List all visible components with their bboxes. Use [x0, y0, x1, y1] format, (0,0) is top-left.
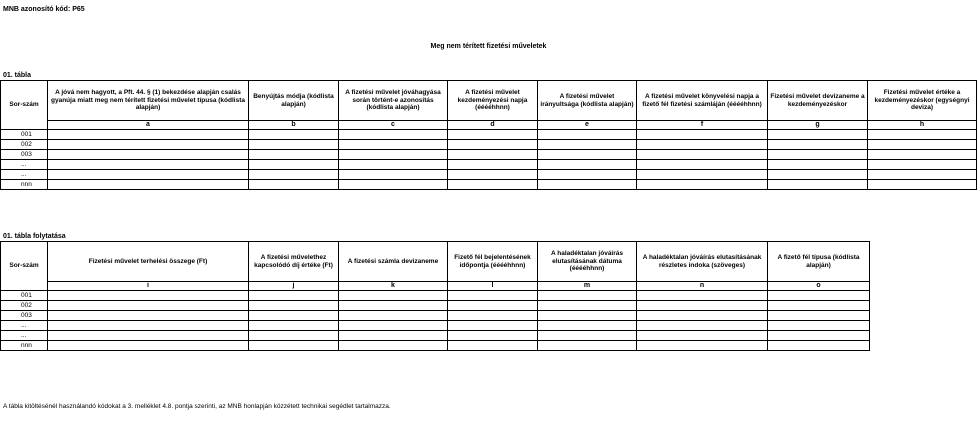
data-cell[interactable]	[249, 180, 339, 190]
data-cell[interactable]	[448, 130, 538, 140]
table1-label: 01. tábla	[3, 72, 32, 79]
data-cell[interactable]	[637, 150, 768, 160]
table-row	[1, 321, 870, 331]
column-letter: o	[768, 282, 870, 291]
data-cell[interactable]	[448, 311, 538, 321]
column-header: Fizető fél bejelentésének időpontja (ééééhhnn)	[448, 242, 538, 282]
table-row	[1, 160, 977, 170]
data-cell[interactable]	[48, 341, 249, 351]
table2	[0, 241, 870, 351]
column-letter: g	[768, 121, 868, 130]
row-number: ...	[1, 331, 48, 341]
row-number: 001	[1, 291, 48, 301]
data-cell[interactable]	[48, 321, 249, 331]
data-cell[interactable]	[768, 130, 868, 140]
data-cell[interactable]	[637, 301, 768, 311]
data-cell[interactable]	[339, 321, 448, 331]
data-cell[interactable]	[448, 331, 538, 341]
data-cell[interactable]	[768, 341, 870, 351]
row-number: 001	[1, 130, 48, 140]
page-title: Meg nem térített fizetési műveletek	[430, 43, 547, 50]
data-cell[interactable]	[249, 331, 339, 341]
rowhead-sorszam: Sor-szám	[1, 242, 48, 291]
data-cell[interactable]	[637, 140, 768, 150]
data-cell[interactable]	[249, 341, 339, 351]
column-header: A fizetési művelet jóváhagyása során történt-e azonosítás (kódlista alapján)	[339, 81, 448, 121]
data-cell[interactable]	[868, 180, 977, 190]
table-row	[1, 180, 977, 190]
row-number: ...	[1, 160, 48, 170]
data-cell[interactable]	[637, 341, 768, 351]
data-cell[interactable]	[538, 291, 637, 301]
footnote: A tábla kitöltésénél használandó kódokat a 3. melléklet 4.8. pontja szerinti, az MNB honlapján közzétett technikai segédlet tartalmazza.	[3, 403, 391, 410]
column-letter: j	[249, 282, 339, 291]
data-cell[interactable]	[448, 341, 538, 351]
data-cell[interactable]	[637, 331, 768, 341]
data-cell[interactable]	[768, 331, 870, 341]
table-row	[1, 170, 977, 180]
table-row	[1, 150, 977, 160]
data-cell[interactable]	[768, 301, 870, 311]
data-cell[interactable]	[538, 321, 637, 331]
table-row	[1, 291, 870, 301]
column-header: A fizetési művelet könyvelési napja a fizető fél fizetési számláján (ééééhhnn)	[637, 81, 768, 121]
column-letter: f	[637, 121, 768, 130]
data-cell[interactable]	[448, 170, 538, 180]
column-header: A fizetési művelet irányultsága (kódlista alapján)	[538, 81, 637, 121]
mnb-code: MNB azonosító kód: P65	[3, 6, 85, 13]
data-cell[interactable]	[339, 150, 448, 160]
table-row	[1, 140, 977, 150]
data-cell[interactable]	[637, 130, 768, 140]
column-header: A fizetési művelethez kapcsolódó díj értéke (Ft)	[249, 242, 339, 282]
column-letter: e	[538, 121, 637, 130]
table-row	[1, 130, 977, 140]
data-cell[interactable]	[48, 180, 249, 190]
data-cell[interactable]	[48, 301, 249, 311]
column-letter: n	[637, 282, 768, 291]
column-letter: a	[48, 121, 249, 130]
column-header: Fizetési művelet devizaneme a kezdeményezéskor	[768, 81, 868, 121]
rowhead-sorszam: Sor-szám	[1, 81, 48, 130]
data-cell[interactable]	[768, 140, 868, 150]
table-row	[1, 341, 870, 351]
data-cell[interactable]	[249, 311, 339, 321]
column-header: A haladéktalan jóváírás elutasításának dátuma (ééééhhnn)	[538, 242, 637, 282]
data-cell[interactable]	[339, 311, 448, 321]
column-header: A fizetési művelet kezdeményezési napja (ééééhhnn)	[448, 81, 538, 121]
data-cell[interactable]	[448, 301, 538, 311]
data-cell[interactable]	[448, 150, 538, 160]
column-letter: l	[448, 282, 538, 291]
data-cell[interactable]	[339, 180, 448, 190]
data-cell[interactable]	[249, 130, 339, 140]
data-cell[interactable]	[538, 150, 637, 160]
row-number: ...	[1, 321, 48, 331]
table2-label: 01. tábla folytatása	[3, 233, 66, 240]
data-cell[interactable]	[249, 140, 339, 150]
row-number: 003	[1, 311, 48, 321]
data-cell[interactable]	[48, 140, 249, 150]
data-cell[interactable]	[868, 150, 977, 160]
table1	[0, 80, 977, 190]
column-header: A jóvá nem hagyott, a Pft. 44. § (1) bekezdése alapján csalás gyanúja miatt meg nem térített fizetési művelet típusa (kódlista alapján)	[48, 81, 249, 121]
data-cell[interactable]	[249, 150, 339, 160]
row-number: 003	[1, 150, 48, 160]
column-header: Fizetési művelet értéke a kezdeményezéskor (egységnyi deviza)	[868, 81, 977, 121]
data-cell[interactable]	[538, 130, 637, 140]
data-cell[interactable]	[339, 341, 448, 351]
table-row	[1, 331, 870, 341]
data-cell[interactable]	[339, 130, 448, 140]
table-row	[1, 311, 870, 321]
data-cell[interactable]	[538, 160, 637, 170]
data-cell[interactable]	[768, 180, 868, 190]
row-number: nnn	[1, 341, 48, 351]
data-cell[interactable]	[249, 291, 339, 301]
data-cell[interactable]	[637, 170, 768, 180]
column-letter: k	[339, 282, 448, 291]
data-cell[interactable]	[868, 170, 977, 180]
data-cell[interactable]	[637, 311, 768, 321]
table-row	[1, 301, 870, 311]
data-cell[interactable]	[538, 311, 637, 321]
column-header: A haladéktalan jóváírás elutasításának részletes indoka (szöveges)	[637, 242, 768, 282]
data-cell[interactable]	[48, 150, 249, 160]
data-cell[interactable]	[48, 311, 249, 321]
column-letter: d	[448, 121, 538, 130]
row-number: 002	[1, 140, 48, 150]
data-cell[interactable]	[249, 160, 339, 170]
data-cell[interactable]	[448, 140, 538, 150]
data-cell[interactable]	[538, 331, 637, 341]
data-cell[interactable]	[48, 160, 249, 170]
column-letter: h	[868, 121, 977, 130]
data-cell[interactable]	[339, 331, 448, 341]
data-cell[interactable]	[768, 160, 868, 170]
column-header: A fizető fél típusa (kódlista alapján)	[768, 242, 870, 282]
data-cell[interactable]	[538, 341, 637, 351]
data-cell[interactable]	[538, 301, 637, 311]
column-letter: i	[48, 282, 249, 291]
data-cell[interactable]	[48, 170, 249, 180]
row-number: ...	[1, 170, 48, 180]
column-letter: b	[249, 121, 339, 130]
data-cell[interactable]	[448, 291, 538, 301]
data-cell[interactable]	[249, 301, 339, 311]
data-cell[interactable]	[538, 180, 637, 190]
column-letter: m	[538, 282, 637, 291]
data-cell[interactable]	[48, 291, 249, 301]
data-cell[interactable]	[249, 170, 339, 180]
data-cell[interactable]	[768, 170, 868, 180]
data-cell[interactable]	[768, 291, 870, 301]
data-cell[interactable]	[768, 321, 870, 331]
data-cell[interactable]	[768, 311, 870, 321]
data-cell[interactable]	[448, 321, 538, 331]
data-cell[interactable]	[637, 180, 768, 190]
column-header: Fizetési művelet terhelési összege (Ft)	[48, 242, 249, 282]
data-cell[interactable]	[448, 180, 538, 190]
data-cell[interactable]	[339, 170, 448, 180]
data-cell[interactable]	[249, 321, 339, 331]
data-cell[interactable]	[448, 160, 538, 170]
data-cell[interactable]	[339, 160, 448, 170]
data-cell[interactable]	[48, 331, 249, 341]
data-cell[interactable]	[339, 140, 448, 150]
data-cell[interactable]	[868, 140, 977, 150]
data-cell[interactable]	[48, 130, 249, 140]
column-header: Benyújtás módja (kódlista alapján)	[249, 81, 339, 121]
column-letter: c	[339, 121, 448, 130]
data-cell[interactable]	[868, 160, 977, 170]
data-cell[interactable]	[637, 291, 768, 301]
data-cell[interactable]	[339, 291, 448, 301]
row-number: 002	[1, 301, 48, 311]
data-cell[interactable]	[538, 170, 637, 180]
data-cell[interactable]	[637, 160, 768, 170]
data-cell[interactable]	[637, 321, 768, 331]
column-header: A fizetési számla devizaneme	[339, 242, 448, 282]
data-cell[interactable]	[538, 140, 637, 150]
data-cell[interactable]	[768, 150, 868, 160]
row-number: nnn	[1, 180, 48, 190]
data-cell[interactable]	[868, 130, 977, 140]
data-cell[interactable]	[339, 301, 448, 311]
